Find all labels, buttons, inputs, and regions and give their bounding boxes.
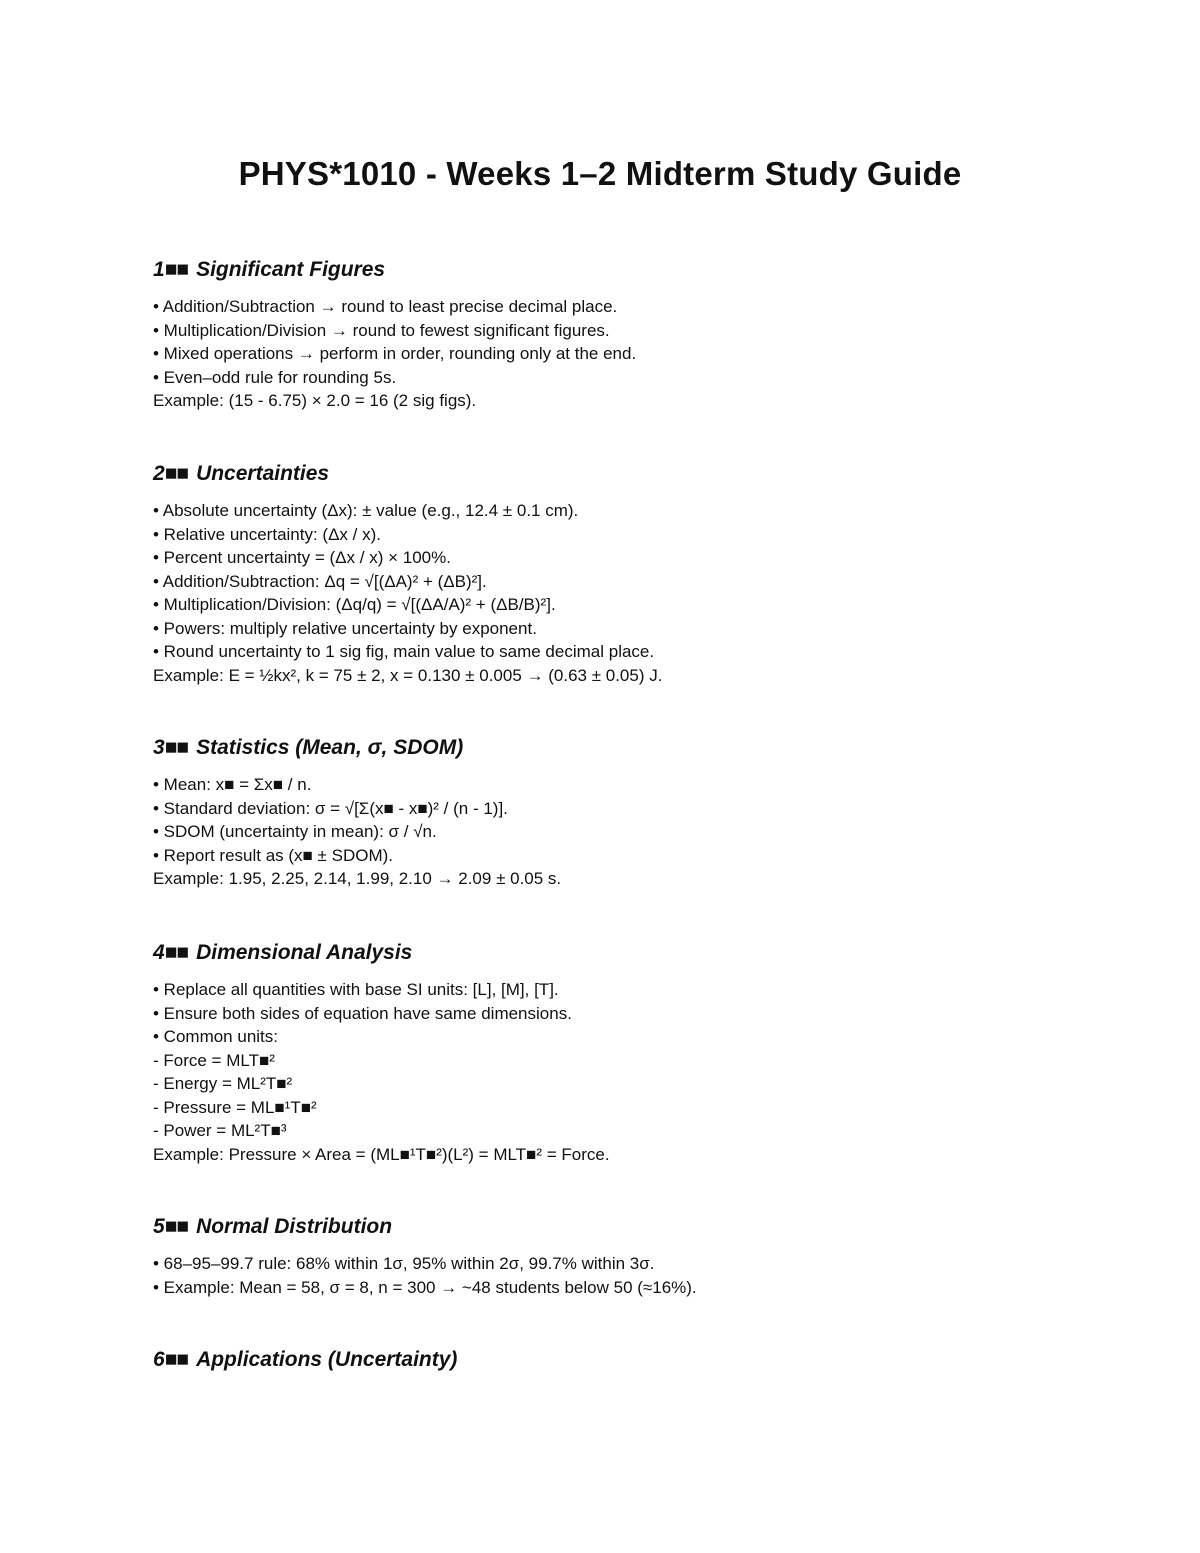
- section-number: 3: [153, 736, 165, 759]
- bullet-line: • Round uncertainty to 1 sig fig, main value to same decimal place.: [153, 642, 655, 661]
- bullet-line: • 68–95–99.7 rule: 68% within 1σ, 95% within 2σ, 99.7% within 3σ.: [153, 1254, 655, 1273]
- section-heading: [153, 257, 1103, 283]
- section-number: 1: [153, 258, 165, 281]
- bullet-line: • Common units:: [153, 1027, 278, 1046]
- unit-line: - Energy = ML²T■²: [153, 1074, 293, 1093]
- example-line: Example: Pressure × Area = (ML■¹T■²)(L²) = MLT■² = Force.: [153, 1144, 610, 1164]
- section-heading: [153, 1214, 1103, 1240]
- unit-line: - Power = ML²T■³: [153, 1121, 287, 1140]
- section-title: Uncertainties: [196, 462, 330, 485]
- section-heading: [153, 461, 1103, 487]
- example-line: Example: (15 - 6.75) × 2.0 = 16 (2 sig figs).: [153, 391, 477, 410]
- section-marks: ■■: [164, 258, 189, 281]
- bullet-line: • Mean: x■ = Σx■ / n.: [153, 775, 312, 794]
- section-marks: ■■: [164, 941, 189, 964]
- bullet-line: • Ensure both sides of equation have same dimensions.: [153, 1003, 572, 1023]
- bullet-line: • Even–odd rule for rounding 5s.: [153, 367, 397, 387]
- section-heading: [153, 735, 1103, 761]
- page-title: PHYS*1010 - Weeks 1–2 Midterm Study Guide: [238, 155, 962, 192]
- bullet-line: • Addition/Subtraction → round to least precise decimal place.: [153, 297, 618, 316]
- section-heading: [153, 940, 1103, 966]
- bullet-line: • Addition/Subtraction: Δq = √[(ΔA)² + (ΔB)²].: [153, 571, 487, 591]
- bullet-line: • Powers: multiply relative uncertainty by exponent.: [153, 618, 537, 638]
- section-significant-figures: [153, 257, 1103, 413]
- example-line: Example: 1.95, 2.25, 2.14, 1.99, 2.10 → 2.09 ± 0.05 s.: [153, 869, 562, 888]
- section-number: 4: [153, 941, 165, 964]
- section-number: 5: [153, 1215, 165, 1238]
- section-title: Significant Figures: [196, 258, 386, 281]
- bullet-line: • Replace all quantities with base SI units: [L], [M], [T].: [153, 980, 559, 999]
- section-statistics: [153, 735, 1103, 891]
- section-marks: ■■: [164, 462, 189, 485]
- bullet-line: • Multiplication/Division: (Δq/q) = √[(ΔA/A)² + (ΔB/B)²].: [153, 595, 556, 614]
- section-heading: [153, 1347, 1103, 1373]
- bullet-line: • Example: Mean = 58, σ = 8, n = 300 → ~48 students below 50 (≈16%).: [153, 1277, 697, 1297]
- unit-line: - Pressure = ML■¹T■²: [153, 1097, 317, 1117]
- section-marks: ■■: [164, 736, 189, 759]
- section-number: 2: [153, 462, 165, 485]
- section-normal-distribution: [153, 1214, 1103, 1299]
- section-title: Dimensional Analysis: [196, 941, 413, 964]
- unit-line: - Force = MLT■²: [153, 1050, 275, 1070]
- section-applications: [153, 1347, 1103, 1385]
- example-line: Example: E = ½kx², k = 75 ± 2, x = 0.130 ± 0.005 → (0.63 ± 0.05) J.: [153, 665, 663, 685]
- bullet-line: • Report result as (x■ ± SDOM).: [153, 845, 393, 865]
- section-title: Applications (Uncertainty): [196, 1348, 458, 1371]
- bullet-line: • Multiplication/Division → round to fewest significant figures.: [153, 320, 610, 340]
- bullet-line: • Percent uncertainty = (Δx / x) × 100%.: [153, 548, 451, 567]
- section-marks: ■■: [164, 1348, 189, 1371]
- bullet-line: • Relative uncertainty: (Δx / x).: [153, 524, 381, 544]
- bullet-line: • Mixed operations → perform in order, rounding only at the end.: [153, 344, 637, 363]
- bullet-line: • Absolute uncertainty (Δx): ± value (e.g., 12.4 ± 0.1 cm).: [153, 501, 579, 520]
- section-dimensional-analysis: [153, 940, 1103, 1166]
- section-number: 6: [153, 1348, 165, 1371]
- bullet-line: • SDOM (uncertainty in mean): σ / √n.: [153, 822, 437, 841]
- section-marks: ■■: [164, 1215, 189, 1238]
- section-title: Normal Distribution: [196, 1215, 393, 1238]
- section-uncertainties: [153, 461, 1103, 687]
- bullet-line: • Standard deviation: σ = √[Σ(x■ - x■)² / (n - 1)].: [153, 798, 508, 818]
- section-title: Statistics (Mean, σ, SDOM): [196, 736, 464, 759]
